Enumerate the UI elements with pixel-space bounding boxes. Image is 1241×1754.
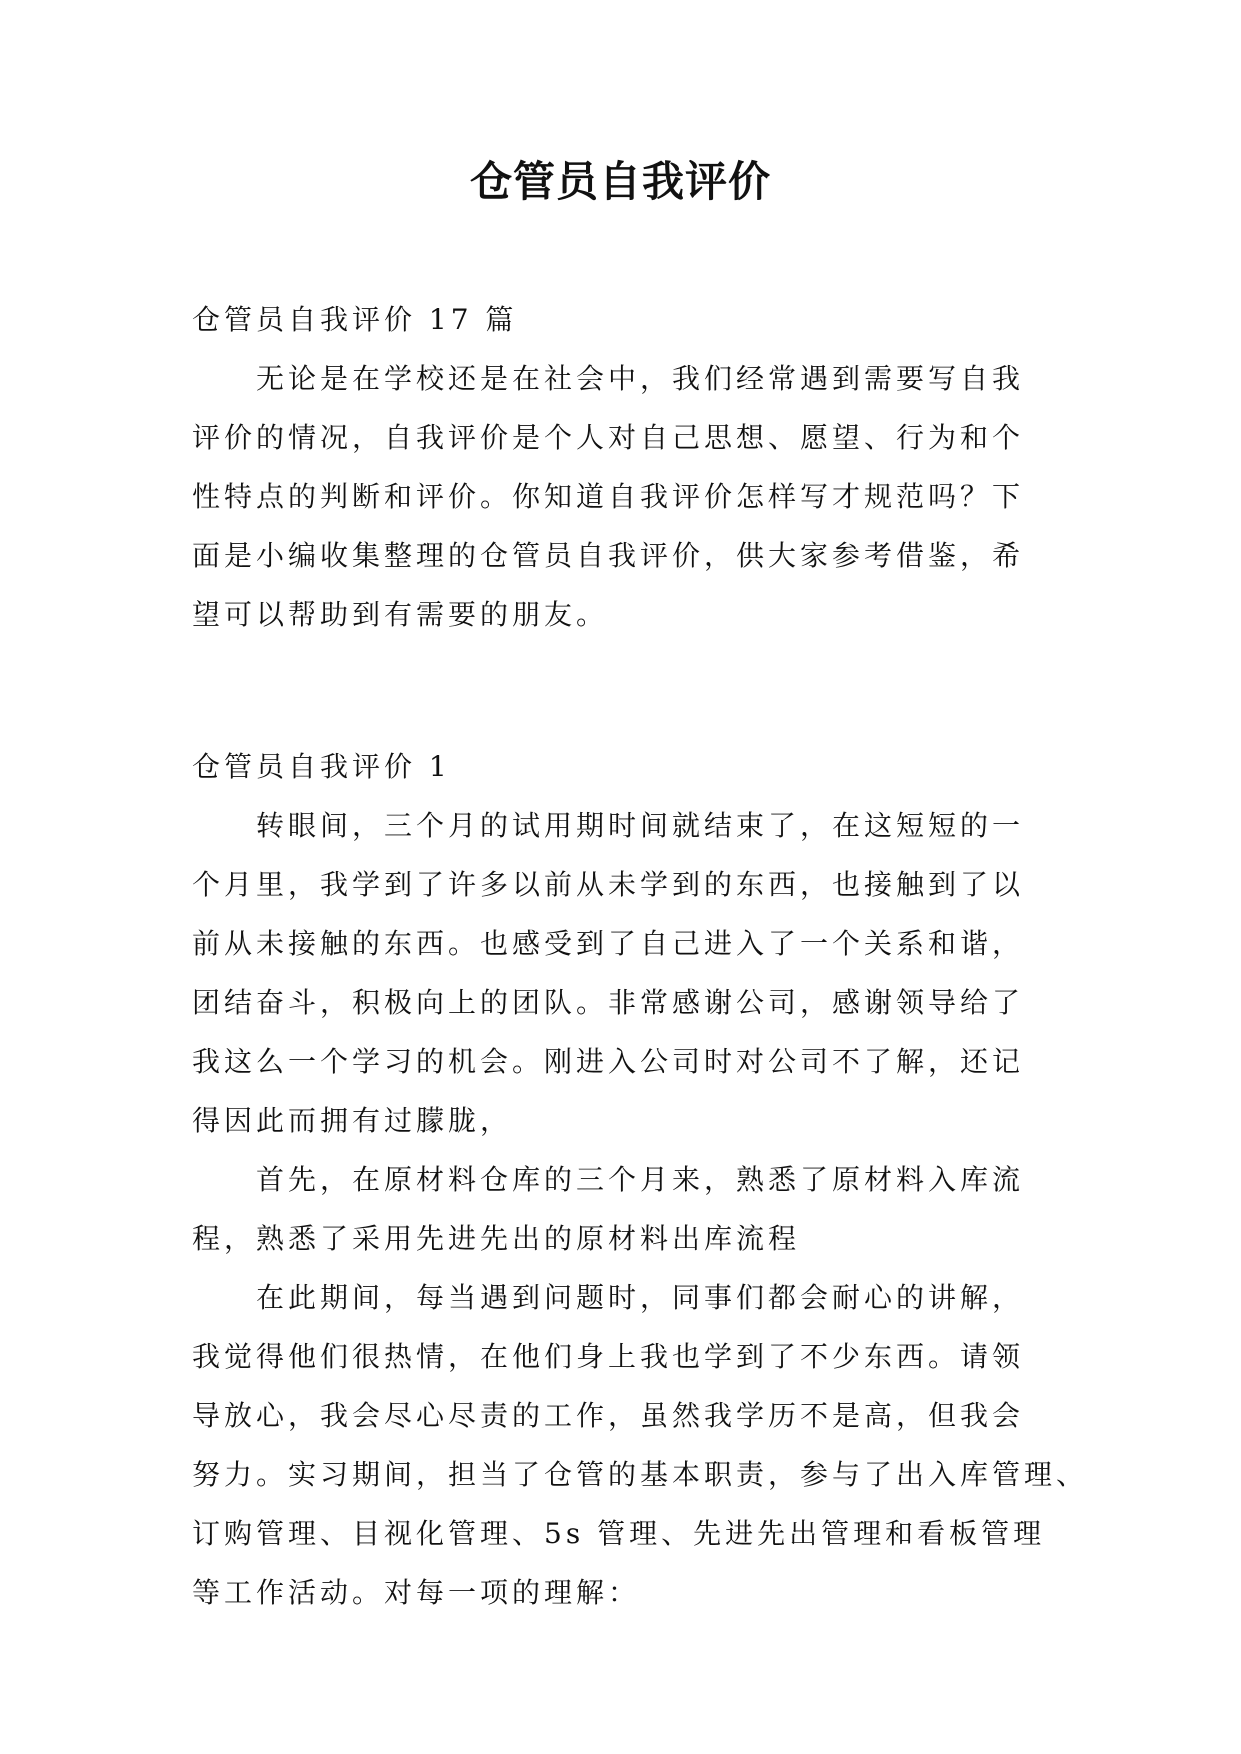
section-heading: 仓管员自我评价 1 bbox=[192, 750, 451, 783]
paragraph-line: 个月里，我学到了许多以前从未学到的东西，也接触到了以 bbox=[192, 868, 1025, 901]
paragraph-line: 订购管理、目视化管理、5s 管理、先进先出管理和看板管理 bbox=[192, 1517, 1046, 1550]
intro-line: 无论是在学校还是在社会中，我们经常遇到需要写自我 bbox=[256, 362, 1025, 395]
intro-line: 面是小编收集整理的仓管员自我评价，供大家参考借鉴，希 bbox=[192, 539, 1025, 572]
paragraph-spacer bbox=[192, 644, 1050, 737]
paragraph-line: 首先，在原材料仓库的三个月来，熟悉了原材料入库流 bbox=[256, 1163, 1025, 1196]
paragraph-line: 努力。实习期间，担当了仓管的基本职责，参与了出入库管理、 bbox=[192, 1458, 1089, 1491]
document-subtitle: 仓管员自我评价 17 篇 bbox=[192, 303, 518, 336]
paragraph-line: 我觉得他们很热情，在他们身上我也学到了不少东西。请领 bbox=[192, 1340, 1025, 1373]
document-title: 仓管员自我评价 bbox=[469, 157, 771, 206]
paragraph-line: 我这么一个学习的机会。刚进入公司时对公司不了解，还记 bbox=[192, 1045, 1025, 1078]
paragraph-line: 前从未接触的东西。也感受到了自己进入了一个关系和谐， bbox=[192, 927, 1025, 960]
intro-line: 评价的情况，自我评价是个人对自己思想、愿望、行为和个 bbox=[192, 421, 1025, 454]
paragraph-line: 在此期间，每当遇到问题时，同事们都会耐心的讲解， bbox=[256, 1281, 1025, 1314]
paragraph-line: 转眼间，三个月的试用期时间就结束了，在这短短的一 bbox=[256, 809, 1025, 842]
intro-line: 性特点的判断和评价。你知道自我评价怎样写才规范吗？下 bbox=[192, 480, 1025, 513]
paragraph-line: 程，熟悉了采用先进先出的原材料出库流程 bbox=[192, 1222, 801, 1255]
paragraph-line: 团结奋斗，积极向上的团队。非常感谢公司，感谢领导给了 bbox=[192, 986, 1025, 1019]
paragraph-line: 等工作活动。对每一项的理解： bbox=[192, 1576, 641, 1609]
paragraph-line: 得因此而拥有过朦胧， bbox=[192, 1104, 513, 1137]
document-body bbox=[192, 290, 1089, 1622]
intro-line: 望可以帮助到有需要的朋友。 bbox=[192, 598, 609, 631]
paragraph-line: 导放心，我会尽心尽责的工作，虽然我学历不是高，但我会 bbox=[192, 1399, 1025, 1432]
